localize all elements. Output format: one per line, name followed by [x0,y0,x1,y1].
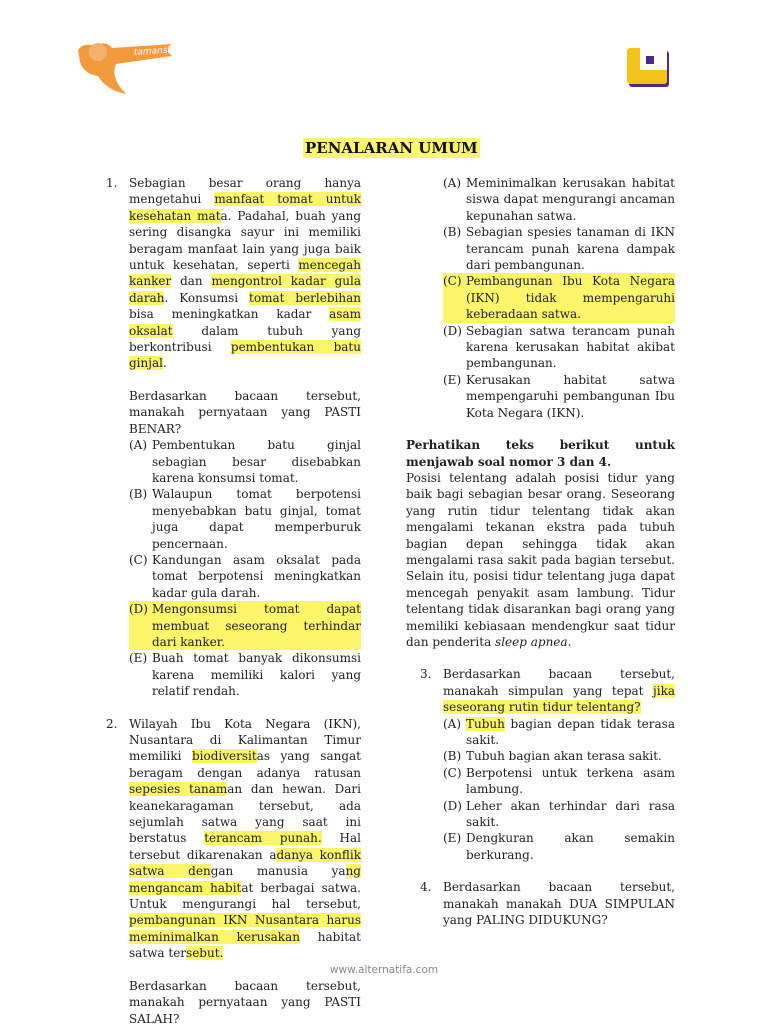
footer-url: www.alternatifa.com [329,964,439,976]
answer-option [443,830,675,863]
answer-option [443,273,675,322]
question-4 [420,879,675,928]
question-number: 1. [106,176,118,190]
option-label: (B) [443,225,462,240]
option-text: Meminimalkan kerusakan habitat siswa dapat mengurangi ancaman kepunahan satwa. [466,176,675,223]
option-label: (A) [443,176,462,190]
option-label: (C) [129,552,148,567]
highlighted-text: mencegah kanker [129,258,361,289]
answer-option [443,323,675,372]
text-run: . [567,634,572,649]
option-label: (E) [443,831,462,846]
logo-text: tamansiswa [133,44,188,58]
highlighted-text: sebut. [186,946,224,961]
option-text: Mengonsumsi tomat dapat membuat seseorang terhindar dari kanker. [152,602,361,649]
answer-option [443,716,675,749]
answer-option [443,224,675,273]
option-text: Kandungan asam oksalat pada tomat berpotensi meningkatkan kadar gula darah. [152,552,361,600]
question-number: 2. [106,716,118,731]
highlighted-text: tomat berlebihan [249,290,361,305]
options-list [443,716,675,864]
passage [129,716,361,962]
instruction: Perhatikan teks berikut untuk menjawab soal nomor 3 dan 4. [406,438,675,469]
text-run: habitat satwa ter [129,929,361,961]
option-label: (A) [443,716,462,731]
highlighted-text: asam oksalat [129,307,361,338]
answer-option [129,437,361,486]
text-run: gan manusia ya [210,864,346,879]
page-title: PENALARAN UMUM [305,139,478,157]
highlighted-text: ng mengancam habit [129,864,361,895]
text-run: . [162,356,167,371]
right-column [406,175,675,928]
highlighted-text: danya konflik satwa den [129,847,361,879]
option-text: Buah tomat banyak dikonsumsi karena memiliki kalori yang relatif rendah. [152,651,361,699]
answer-option [443,372,675,421]
text-run: Wilayah Ibu Kota Negara (IKN), Nusantara di Kalimantan Timur memiliki [129,716,361,764]
highlighted-text: Tubuh [466,716,505,731]
text-run: an dan hewan. Dari keanekaragaman tersebut, ada sejumlah satwa yang saat ini berstatus [129,782,361,846]
highlighted-text: nimalkan kerusakan [162,929,300,944]
text-run: bisa meningkatkan kadar [129,307,330,322]
text-run: Posisi telentang adalah posisi tidur yang baik bagi sebagian besar orang. Seseorang yang rutin tidur telentang tidak akan mengalami tekanan ekstra pada tubuh bagian depan sehingga tidak akan mengalami rasa sakit pada bagian tersebut. Selain itu, posisi tidur telentang juga dapat mencegah penyakit asam lambung. Tidur telentang tidak disarankan bagi orang yang memiliki kebiasaan mendengkur saat tidur dan penderita [406,470,675,649]
text-run: bagian depan tidak terasa sakit. [466,716,675,747]
question-text [443,666,675,715]
option-label: (E) [443,372,462,387]
answer-option [129,601,361,650]
question-1 [106,175,361,700]
square-logo-icon [626,46,672,90]
text-run: Tubuh bagian akan terasa sakit. [466,749,662,764]
option-text: Pembangunan Ibu Kota Negara (IKN) tidak mempengaruhi keberadaan satwa. [466,274,675,322]
question-3 [420,666,675,863]
option-text: Sebagian spesies tanaman di IKN terancam punah karena dampak dari pembangunan. [466,225,675,273]
question-text: Berdasarkan bacaan tersebut, manakah pernyataan yang PASTI SALAH? [129,978,361,1026]
answer-option [443,765,675,798]
option-label: (B) [443,749,462,764]
text-run: dan [171,274,212,289]
highlighted-text: sepesies tanam [129,782,228,797]
answer-option [443,748,675,764]
option-label: (E) [129,651,148,666]
question-number: 3. [420,667,432,682]
text-run: Berpotensi untuk terkena asam lambung. [466,765,675,797]
highlighted-text: pembangunan IKN Nusantara harus memi [129,913,361,944]
left-column [106,175,361,1027]
options-list [406,175,675,421]
question-2 [106,716,361,1027]
option-label: (D) [129,602,148,617]
passage [406,470,675,650]
text-run: sleep apnea [495,634,568,649]
question-text: Berdasarkan bacaan tersebut, manakah manakah DUA SIMPULAN yang PALING DIDUKUNG? [443,880,675,928]
highlighted-text: manfaat tomat untuk kesehatan mat [129,192,361,223]
text-run: a. Padahal, buah yang sering disangka sayur ini memiliki beragam manfaat lain yang juga baik untuk kesehatan, seperti [129,208,361,273]
text-run: at berbagai satwa. Untuk mengurangi hal tersebut, [129,880,361,912]
highlighted-text: jika seseorang rutin tidur telentang? [443,683,675,715]
option-label: (C) [443,765,462,780]
text-run: as yang sangat beragam dengan adanya ratusan [129,749,361,780]
highlighted-text: pembentukan batu ginjal [129,340,361,371]
option-label: (D) [443,323,462,338]
option-label: (B) [129,487,148,502]
passage [129,175,361,372]
option-label: (C) [443,274,462,289]
answer-option [129,650,361,699]
answer-option [443,798,675,831]
options-list [129,437,361,700]
text-run: Dengkuran akan semakin berkurang. [466,831,675,862]
text-run: Sebagian besar orang hanya mengetahui [129,176,361,207]
option-text: Pembentukan batu ginjal sebagian besar disebabkan karena konsumsi tomat. [152,438,361,485]
question-text: Berdasarkan bacaan tersebut, manakah pernyataan yang PASTI BENAR? [129,388,361,436]
text-run: . Konsumsi [164,290,250,305]
answer-option [129,486,361,552]
highlighted-text: terancam punah. [204,831,322,846]
text-run: dalam tubuh yang berkontribusi [129,323,361,355]
text-run: Leher akan terhindar dari rasa sakit. [466,798,675,830]
tamansiswa-logo [76,38,188,98]
text-run: Berdasarkan bacaan tersebut, manakah simpulan yang tepat [443,667,675,698]
question-number: 4. [420,880,432,895]
option-text: Sebagian satwa terancam punah karena kerusakan habitat akibat pembangunan. [466,323,675,371]
highlighted-text: mengontrol kadar gula darah [129,274,361,305]
option-text: Kerusakan habitat satwa mempengaruhi pembangunan Ibu Kota Negara (IKN). [466,372,675,420]
option-text: Walaupun tomat berpotensi menyebabkan batu ginjal, tomat juga dapat memperburuk pencernaan. [152,487,361,551]
answer-option [443,175,675,224]
option-label: (D) [443,798,462,813]
option-label: (A) [129,438,148,453]
answer-option [129,552,361,601]
text-run: Hal tersebut dikarenakan a [129,831,362,862]
highlighted-text: biodiversit [191,749,257,764]
